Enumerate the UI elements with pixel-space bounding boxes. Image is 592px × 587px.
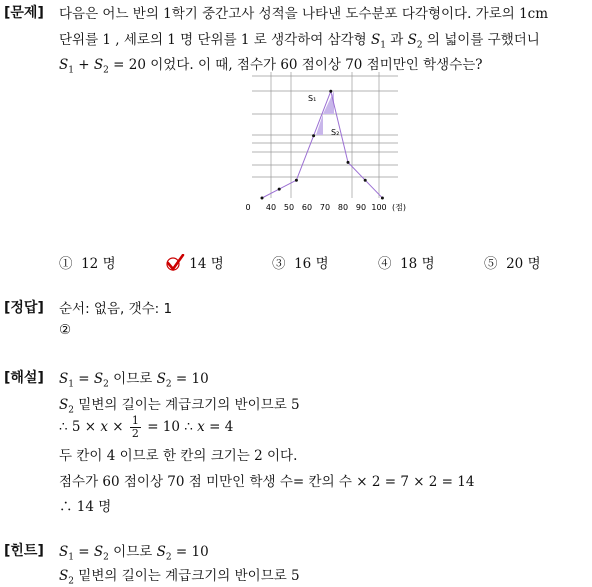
answer-line-1: 순서: 없음, 갯수: 1 [59, 301, 173, 317]
hint-label: [힌트] [4, 543, 44, 559]
solution-line-2: $S_2$ 밑변의 길이는 계급크기의 반이므로 5 [59, 397, 300, 416]
s2-label: S₂ [331, 128, 340, 137]
fraction-denominator: 2 [131, 427, 139, 440]
choice-1-num: ① [59, 256, 73, 272]
problem-line-2b: 과 [390, 32, 404, 48]
solution-line-4: 두 칸이 4 이므로 한 칸의 크기는 2 이다. [59, 448, 298, 464]
x-tick-label: 40 [265, 203, 277, 212]
problem-line-1: 다음은 어느 반의 1학기 중간고사 성적을 나타낸 도수분포 다각형이다. 가로의 1cm [59, 6, 549, 22]
solution-line-3d: = 4 [209, 419, 234, 435]
polygon-line [262, 91, 382, 198]
choice-4-num: ④ [378, 256, 392, 272]
hint-line-2: $S_2$ 밑변의 길이는 계급크기의 반이므로 5 [59, 568, 300, 587]
hint-line-1: $S_1 = S_2$ 이므로 $S_2 = 10$ [59, 544, 209, 563]
x-tick-label: 90 [355, 203, 367, 212]
choice-2-text: 14 명 [189, 256, 224, 272]
solution-line-6: ∴ 14 명 [59, 499, 112, 515]
choice-5-num: ⑤ [484, 256, 498, 272]
data-point [347, 161, 350, 164]
data-point [278, 188, 281, 191]
solution-line-1-val: = 10 [175, 371, 209, 387]
fraction-numerator: 1 [131, 414, 139, 427]
x-tick-label: 0 [245, 203, 251, 212]
data-point [364, 179, 367, 182]
checkmark-icon [165, 254, 185, 272]
data-point [381, 197, 384, 200]
answer-label: [정답] [4, 300, 44, 316]
solution-line-1-text: 이므로 [113, 371, 153, 387]
choice-3-text: 16 명 [294, 256, 329, 272]
choice-4-text: 18 명 [400, 256, 435, 272]
solution-line-1: $S_1 = S_2$ 이므로 $S_2 = 10$ [59, 371, 209, 390]
solution-line-3: ∴ 5 × x × $\frac{1}{2}$ = 10 ∴ x = 4 [59, 414, 234, 440]
solution-line-3c: = 10 ∴ [147, 419, 193, 435]
problem-line-2: 단위를 1 , 세로의 1 명 단위를 1 로 생각하여 삼각형 $S_1$ 과 $S_2$ 의 넓이를 구했더니 [59, 32, 540, 51]
x-tick-label: 70 [319, 203, 331, 212]
fraction-half [130, 415, 141, 440]
triangle-s2 [316, 114, 323, 135]
problem-line-3: $S_1 + S_2 = 20$ 이었다. 이 때, 점수가 60 점이상 70 점미만인 학생수는? [59, 57, 483, 76]
hint-line-1-val: = 10 [175, 544, 209, 560]
choice-5[interactable] [484, 252, 541, 272]
problem-label: [문제] [4, 5, 44, 21]
data-point [295, 179, 298, 182]
answer-line-2: ② [59, 322, 72, 338]
s1-label: S₁ [308, 94, 317, 103]
hint-line-1-text: 이므로 [113, 544, 153, 560]
choice-2[interactable] [165, 252, 224, 272]
solution-label: [해설] [4, 370, 44, 386]
x-tick-label: 100 [371, 203, 387, 212]
x-unit-label: (점) [392, 203, 406, 212]
choice-3-num: ③ [272, 256, 286, 272]
data-point [312, 134, 315, 137]
data-point [261, 197, 264, 200]
hint-line-2-text: 밑변의 길이는 계급크기의 반이므로 5 [78, 568, 300, 584]
problem-line-3b: = 20 이었다. 이 때, 점수가 60 점이상 70 점미만인 학생수는? [113, 57, 483, 73]
choice-3[interactable] [272, 252, 329, 272]
x-tick-label: 50 [283, 203, 295, 212]
x-tick-label: 80 [337, 203, 349, 212]
choice-1-text: 12 명 [81, 256, 116, 272]
choice-5-text: 20 명 [506, 256, 541, 272]
problem-line-2c: 의 넓이를 구했더니 [426, 32, 540, 48]
triangle-s1 [323, 91, 334, 114]
problem-line-2a: 단위를 1 , 세로의 1 명 단위를 1 로 생각하여 삼각형 [59, 32, 367, 48]
solution-line-3a: ∴ 5 × [59, 419, 97, 435]
data-point [329, 90, 332, 93]
solution-line-5: 점수가 60 점이상 70 점 미만인 학생 수= 칸의 수 × 2 = 7 × 2 = 14 [59, 474, 475, 490]
choice-1[interactable] [59, 252, 116, 272]
choice-4[interactable] [378, 252, 435, 272]
x-tick-label: 60 [301, 203, 313, 212]
solution-line-2-text: 밑변의 길이는 계급크기의 반이므로 5 [78, 397, 300, 413]
solution-line-3b: × [112, 419, 124, 435]
frequency-polygon-figure [238, 68, 418, 218]
